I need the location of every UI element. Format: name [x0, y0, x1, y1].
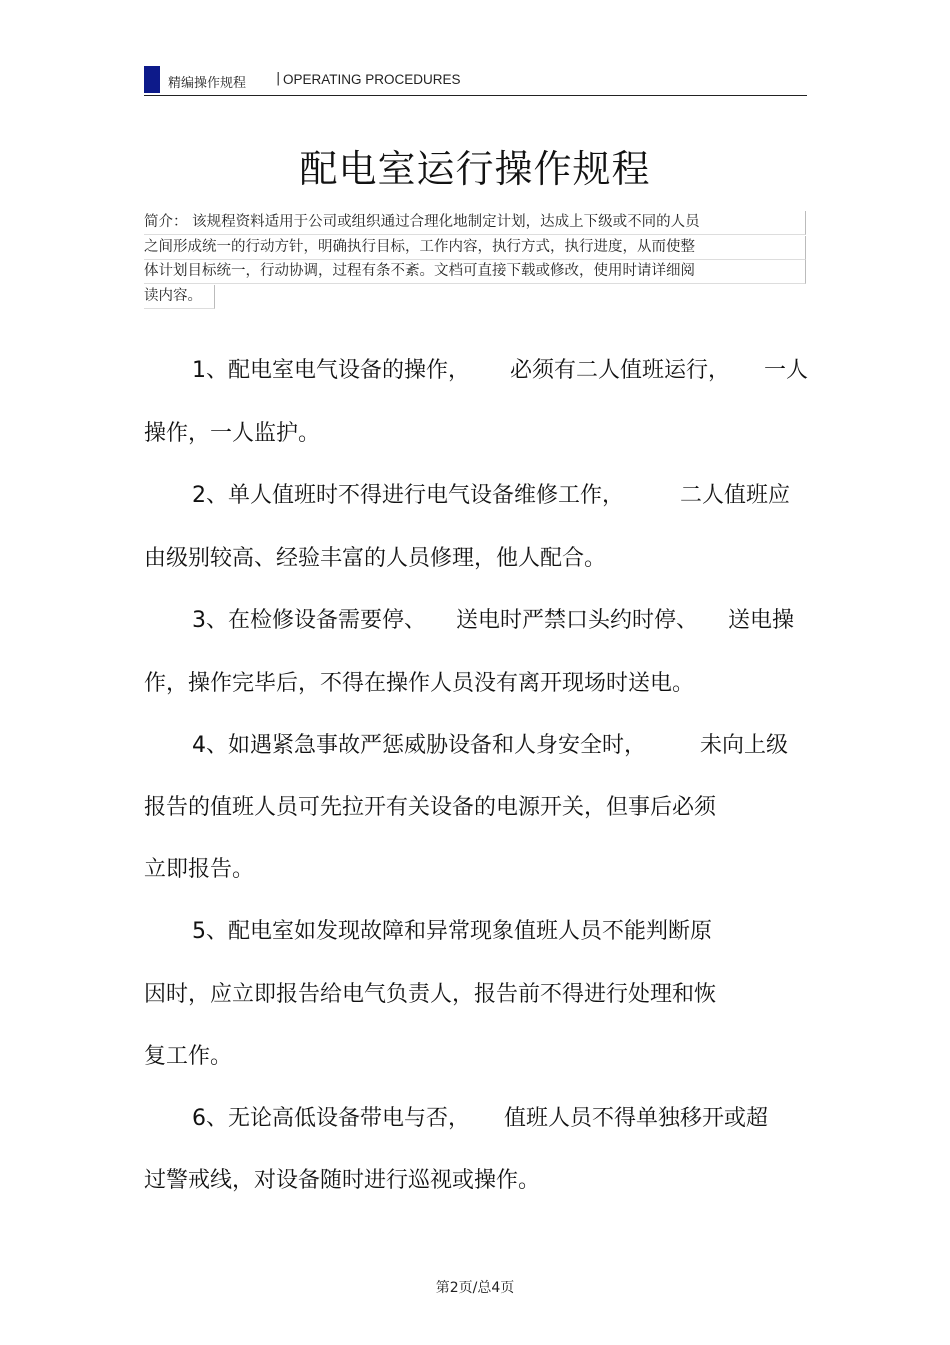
header-brand-en: OPERATING PROCEDURES: [283, 72, 461, 87]
paragraph-text: 送电操: [728, 608, 795, 633]
paragraph-line: [144, 790, 716, 821]
intro-line: [144, 211, 700, 234]
intro-line: [144, 236, 695, 259]
paragraph-text: 4、如遇紧急事故严惩威胁设备和人身安全时，: [192, 733, 646, 758]
paragraph-line: [144, 478, 790, 509]
paragraph-text: 作，操作完毕后，不得在操作人员没有离开现场时送电。: [144, 671, 695, 696]
paragraph-line: [144, 541, 606, 572]
paragraph-line: [144, 914, 712, 945]
paragraph-text: 未向上级: [700, 733, 789, 758]
intro-line: [144, 260, 695, 283]
paragraph-text: 过警戒线，对设备随时进行巡视或操作。: [144, 1168, 541, 1193]
page-number: 第2页/总4页: [435, 1280, 515, 1296]
intro-box: [144, 236, 806, 260]
intro-text: 简介： 该规程资料适用于公司或组织通过合理化地制定计划，达成上下级或不同的人员: [144, 214, 700, 230]
document-title: 配电室运行操作规程: [299, 147, 651, 191]
paragraph-line: [144, 666, 694, 697]
paragraph-text: 一人: [764, 358, 809, 383]
paragraph-line: [144, 1039, 232, 1070]
intro-box: [144, 285, 215, 309]
paragraph-line: [144, 353, 808, 384]
header-brand-cn: 精编操作规程: [168, 76, 247, 91]
intro-text: 读内容。: [144, 288, 202, 304]
page-header: [144, 66, 807, 96]
intro-box: [144, 260, 806, 284]
paragraph-line: [144, 416, 320, 447]
logo-icon: [144, 66, 160, 93]
paragraph-text: 必须有二人值班运行，: [510, 358, 731, 383]
paragraph-text: 报告的值班人员可先拉开有关设备的电源开关，但事后必须: [144, 795, 717, 820]
intro-line: [144, 285, 202, 308]
intro-text: 体计划目标统一，行动协调，过程有条不紊。文档可直接下载或修改，使用时请详细阅: [144, 263, 695, 279]
paragraph-text: 值班人员不得单独移开或超: [504, 1106, 769, 1131]
paragraph-line: [144, 977, 716, 1008]
paragraph-text: 1、配电室电气设备的操作，: [192, 358, 470, 383]
paragraph-text: 送电时严禁口头约时停、: [456, 608, 699, 633]
paragraph-text: 因时，应立即报告给电气负责人，报告前不得进行处理和恢: [144, 982, 717, 1007]
paragraph-text: 3、在检修设备需要停、: [192, 608, 426, 633]
paragraph-text: 二人值班应: [680, 483, 791, 508]
paragraph-text: 由级别较高、经验丰富的人员修理，他人配合。: [144, 546, 607, 571]
paragraph-text: 立即报告。: [144, 857, 255, 882]
paragraph-text: 5、配电室如发现故障和异常现象值班人员不能判断原: [192, 919, 712, 944]
paragraph-line: [144, 603, 794, 634]
paragraph-line: [144, 728, 788, 759]
paragraph-line: [144, 1163, 540, 1194]
intro-box: [144, 211, 806, 235]
paragraph-text: 复工作。: [144, 1044, 233, 1069]
intro-text: 之间形成统一的行动方针，明确执行目标，工作内容，执行方式，执行进度，从而使整: [144, 239, 695, 255]
paragraph-text: 2、单人值班时不得进行电气设备维修工作，: [192, 483, 624, 508]
paragraph-text: 6、无论高低设备带电与否，: [192, 1106, 470, 1131]
paragraph-line: [144, 1101, 768, 1132]
paragraph-text: 操作，一人监护。: [144, 421, 321, 446]
paragraph-line: [144, 852, 254, 883]
header-separator: |: [276, 71, 281, 86]
